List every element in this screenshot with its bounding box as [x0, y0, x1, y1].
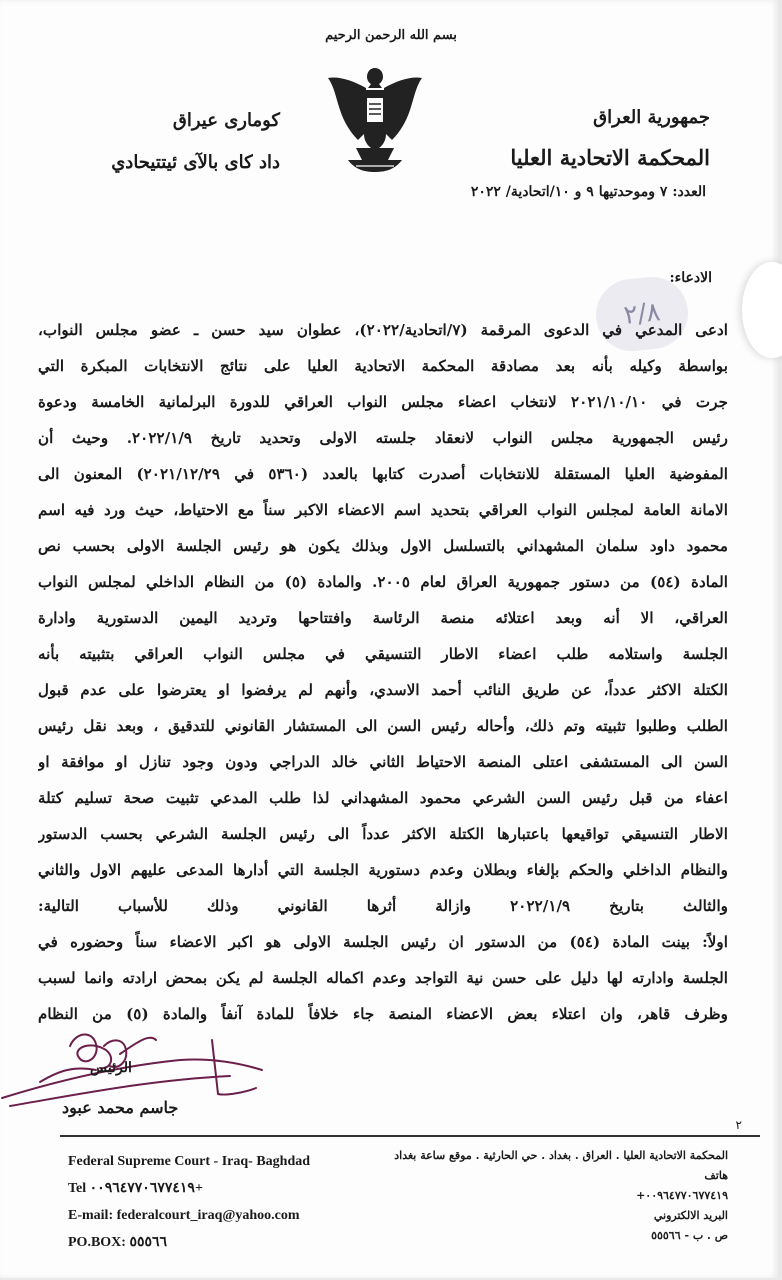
body-line: الطلب وطلبوا تثبيته وتم ذلك، وأحاله رئيس السن الى المستشار القانوني للتدقيق ، وبعد نقل رئيس: [38, 717, 728, 735]
org-country-kurdish: كوماری عیراق: [172, 110, 280, 131]
footer-phone-arabic: ٠٠٩٦٤٧٧٠٦٧٧٤١٩+: [636, 1189, 728, 1202]
signatory-title: الرئيس: [90, 1060, 132, 1076]
signatory-name: جاسم محمد عبود: [62, 1098, 179, 1117]
body-line: الجلسة وادارته لها دليل على حسن نية التواجد وعدم اكماله الجلسة لم يكن بمحض ارادته وانما لسبب: [38, 969, 728, 987]
eagle-emblem-icon: [326, 62, 424, 178]
body-line: اولاً: بينت المادة (٥٤) من الدستور ان رئيس الجلسة الاولى هو اكبر الاعضاء سناً وحضوره في: [38, 933, 728, 951]
body-line: اعفاء من قبل رئيس السن الشرعي محمود المشهداني لذا طلب المدعي تثبيت صحة تسليم كتلة: [38, 789, 728, 807]
body-line: المادة (٥٤) من دستور جمهورية العراق لعام ٢٠٠٥. والمادة (٥) من النظام الداخلي لمجلس النواب: [38, 573, 728, 591]
footer-divider: [60, 1135, 760, 1137]
footer-phone-label-arabic: هاتف: [704, 1169, 728, 1182]
reference-number: العدد: ٧ وموحدتيها ٩ و ١٠/اتحادية/ ٢٠٢٢: [470, 184, 706, 200]
received-stamp: ٢/٨: [592, 273, 691, 354]
section-title: الادعاء:: [669, 270, 712, 286]
body-line: الاطار التنسيقي تواقيعها باعتبارها الكتلة الاكثر عدداً الى رئيس الجلسة الشرعي بحسب الدستور: [38, 825, 728, 843]
org-court-name: المحكمة الاتحادية العليا: [510, 145, 710, 170]
footer-email-label-arabic: البريد الالكتروني: [653, 1209, 728, 1222]
page-number: ٢: [735, 1118, 742, 1132]
footer-english: [68, 1148, 388, 1256]
edge-overlay: [742, 262, 782, 358]
footer-pobox: PO.BOX: ٥٥٥٦٦: [68, 1235, 168, 1250]
body-line: العراقي، الا أنه وبعد اعتلائه منصة الرئاسة وافتتاحها وترديد اليمين الدستورية وادارة: [38, 609, 728, 627]
footer-address-arabic: المحكمة الاتحادية العليا . العراق . بغداد . حي الحارثية . موقع ساعة بغداد: [394, 1149, 728, 1162]
body-line: ادعى المدعي في الدعوى المرقمة (٧/اتحادية/٢٠٢٢)، عطوان سيد حسن ـ عضو مجلس النواب،: [38, 321, 728, 339]
basmala: بسم الله الرحمن الرحيم: [325, 28, 457, 43]
body-line: والثالث بتاريخ ٢٠٢٢/١/٩ وازالة أثرها القانوني وذلك للأسباب التالية:: [38, 897, 728, 915]
org-country: جمهورية العراق: [593, 107, 710, 128]
body-line: الامانة العامة لمجلس النواب العراقي بتحديد اسم الاعضاء الاكبر سناً مع الاحتياط، حيث ورد فيه اسم: [38, 501, 728, 519]
body-line: والنظام الداخلي والحكم بإلغاء وبطلان وعدم دستورية الجلسة التي أدارها المدعى عليهم الاول والثاني: [38, 861, 728, 879]
footer-telephone: Tel ٠٠٩٦٤٧٧٠٦٧٧٤١٩+: [68, 1181, 203, 1196]
org-court-name-kurdish: داد كاى بالآى ئيتتيحادي: [111, 152, 280, 173]
body-line: وظرف قاهر، وان اعتلاء بعض الاعضاء المنصة جاء خلافاً للمادة آنفاً والمادة (٥) من النظام: [38, 1005, 728, 1023]
body-line: السن الى المستشفى اعتلى المنصة الاحتياط الثاني خالد الدراجي ودون وجود تنازل او موافقة او: [38, 753, 728, 771]
body-line: المفوضية العليا المستقلة للانتخابات أصدرت كتابها بالعدد (٥٣٦٠ في ٢٠٢١/١٢/٢٩) المعنون الى: [38, 465, 728, 483]
body-line: محمود داود سلمان المشهداني بالتسلسل الاول وبذلك يكون هو رئيس الجلسة الاولى بحسب نص: [38, 537, 728, 555]
body-text: [38, 312, 728, 1032]
footer-arabic: [368, 1146, 728, 1246]
footer-court-name: Federal Supreme Court - Iraq- Baghdad: [68, 1154, 311, 1169]
body-line: الكتلة الاكثر عدداً، عن طريق النائب أحمد الاسدي، وأنهم لم يرفضوا او يعترضوا على عدم قبول: [38, 681, 728, 699]
body-line: بواسطة وكيله بأنه بعد مصادقة المحكمة الاتحادية العليا على نتائج الانتخابات المبكرة التي: [38, 357, 728, 375]
header-kurdish: [50, 100, 280, 184]
body-line: جرت في ٢٠٢١/١٠/١٠ لانتخاب اعضاء مجلس النواب العراقي للدورة البرلمانية الخامسة ودعوة: [38, 393, 728, 411]
body-line: رئيس الجمهورية مجلس النواب لانعقاد جلسته الاولى وتحديد تاريخ ٢٠٢٢/١/٩. وحيث أن: [38, 429, 728, 447]
body-line: الجلسة واستلامه طلب اعضاء الاطار التنسيقي في مجلس النواب العراقي بتثبيته بأنه: [38, 645, 728, 663]
footer-email: E-mail: federalcourt_iraq@yahoo.com: [68, 1208, 300, 1223]
footer-pobox-arabic: ص . ب - ٥٥٥٦٦: [651, 1229, 728, 1242]
header-arabic: [490, 98, 710, 178]
